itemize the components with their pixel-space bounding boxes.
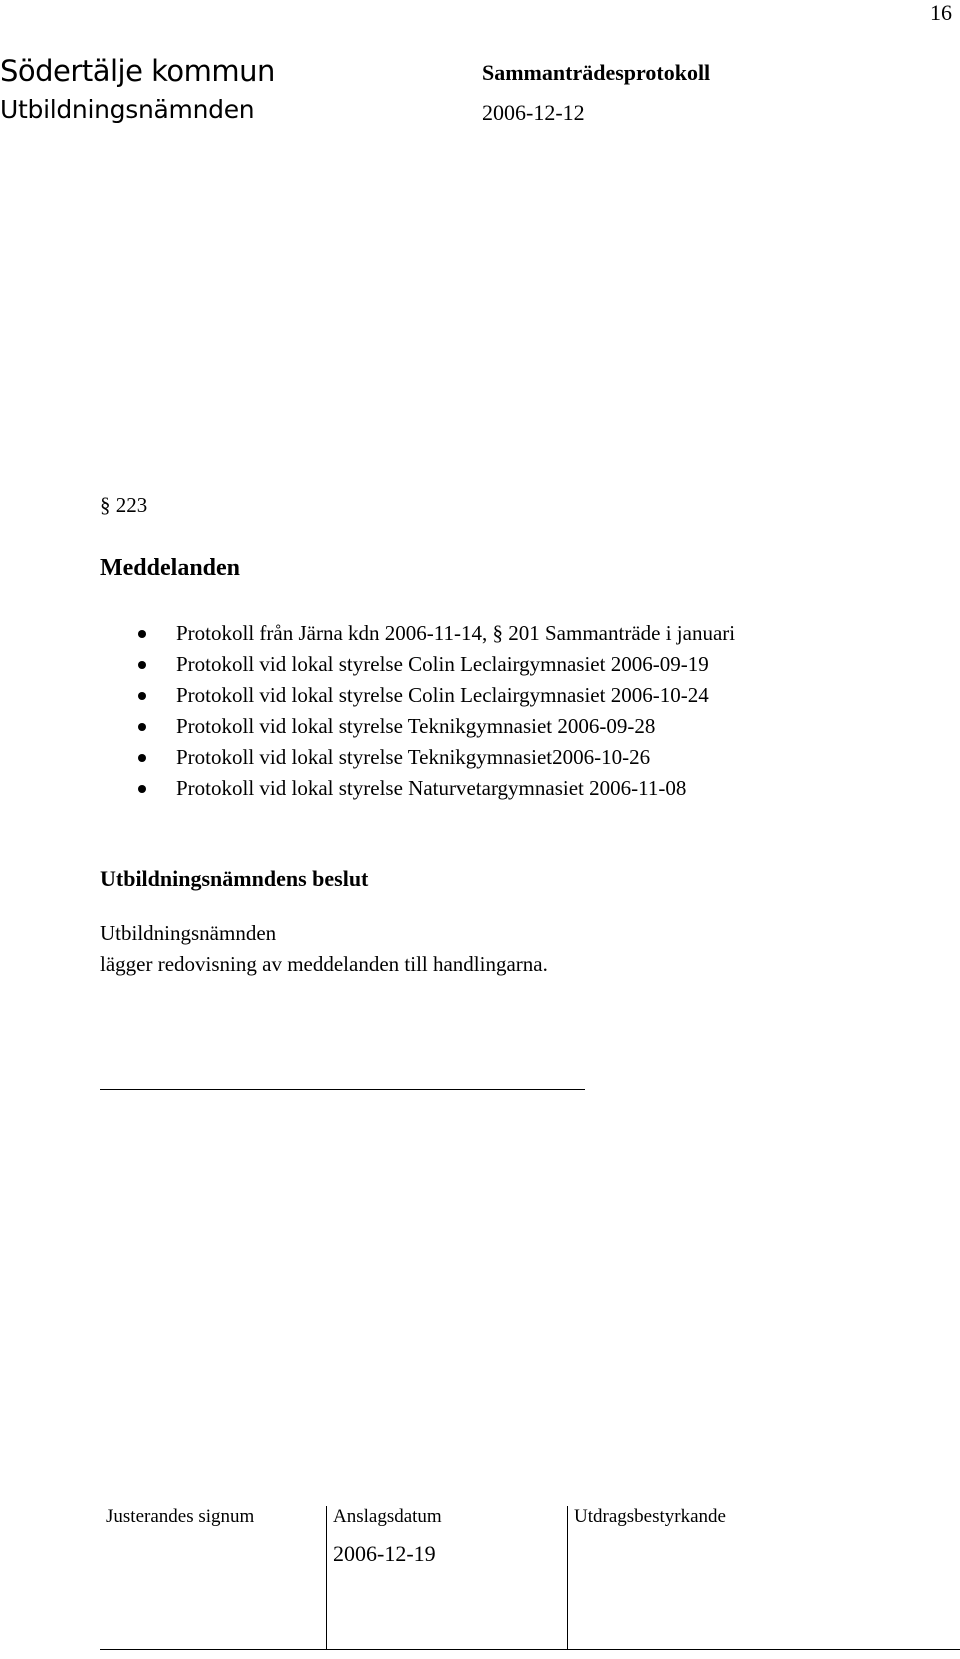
bullet-icon	[138, 630, 146, 638]
meeting-date: 2006-12-12	[482, 100, 585, 125]
notices-list	[138, 618, 735, 804]
bullet-icon	[138, 754, 146, 762]
list-item	[138, 680, 735, 711]
section-heading: Meddelanden	[100, 555, 241, 581]
bullet-icon	[138, 723, 146, 731]
bullet-icon	[138, 661, 146, 669]
decision-text-line-2: lägger redovisning av meddelanden till handlingarna.	[100, 952, 548, 976]
organization-name: Södertälje kommun	[0, 54, 275, 88]
posting-date-label: Anslagsdatum	[333, 1506, 442, 1527]
list-item-text: Protokoll vid lokal styrelse Teknikgymnasiet 2006-09-28	[176, 714, 656, 738]
footer-column-divider	[567, 1506, 568, 1649]
footer-column-divider	[326, 1506, 327, 1649]
list-item	[138, 742, 735, 773]
committee-name: Utbildningsnämnden	[0, 95, 255, 124]
bullet-icon	[138, 785, 146, 793]
certification-label: Utdragsbestyrkande	[574, 1506, 726, 1527]
decision-heading: Utbildningsnämndens beslut	[100, 866, 369, 891]
document-type: Sammanträdesprotokoll	[482, 60, 711, 85]
section-divider	[100, 1089, 585, 1090]
list-item-text: Protokoll vid lokal styrelse Colin Leclairgymnasiet 2006-09-19	[176, 652, 709, 676]
footer-bottom-rule	[100, 1649, 960, 1650]
list-item-text: Protokoll från Järna kdn 2006-11-14, § 201 Sammanträde i januari	[176, 621, 736, 645]
list-item-text: Protokoll vid lokal styrelse Teknikgymnasiet2006-10-26	[176, 745, 651, 769]
posting-date: 2006-12-19	[333, 1541, 436, 1566]
list-item	[138, 711, 735, 742]
bullet-icon	[138, 692, 146, 700]
page-number: 16	[930, 0, 952, 25]
list-item	[138, 773, 735, 804]
list-item	[138, 618, 735, 649]
signature-label: Justerandes signum	[106, 1506, 255, 1527]
decision-text-line-1: Utbildningsnämnden	[100, 921, 277, 945]
list-item-text: Protokoll vid lokal styrelse Naturvetargymnasiet 2006-11-08	[176, 776, 687, 800]
paragraph-number: § 223	[100, 493, 148, 517]
list-item-text: Protokoll vid lokal styrelse Colin Leclairgymnasiet 2006-10-24	[176, 683, 709, 707]
list-item	[138, 649, 735, 680]
